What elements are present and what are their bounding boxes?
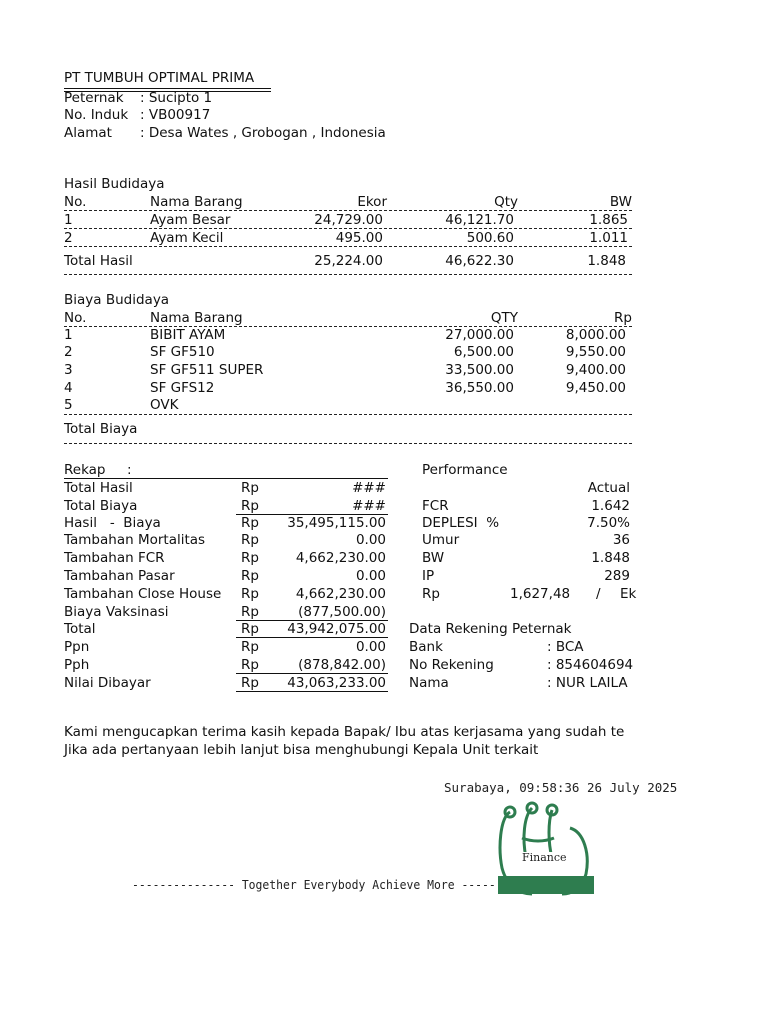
hasil-total-qty: 46,622.30 <box>445 253 514 269</box>
rekap-value: 4,662,230.00 <box>295 550 386 566</box>
performance-title: Performance <box>422 462 508 478</box>
hasil-row-no: 1 <box>64 212 73 228</box>
perf-rp-unit: Ek <box>620 586 637 602</box>
rekap-label: Total Biaya <box>64 498 138 514</box>
rekap-underline <box>236 673 388 674</box>
rekap-label: Total Hasil <box>64 480 133 496</box>
place-date: Surabaya, 09:58:36 26 July 2025 <box>444 780 678 795</box>
perf-rp-sep: / <box>596 586 601 602</box>
perf-label: IP <box>422 568 435 584</box>
bank-value: : BCA <box>547 639 584 655</box>
rekap-value: (878,842.00) <box>298 657 386 673</box>
rekap-label: Ppn <box>64 639 90 655</box>
rekap-label: Tambahan FCR <box>64 550 165 566</box>
rekap-value: (877,500.00) <box>298 604 386 620</box>
company-name: PT TUMBUH OPTIMAL PRIMA <box>64 70 255 86</box>
rekap-top-line <box>64 478 388 479</box>
chicken-logo-icon <box>492 798 598 898</box>
rekap-currency: Rp <box>241 550 259 566</box>
rekap-currency: Rp <box>241 498 259 514</box>
biaya-total-label: Total Biaya <box>64 421 138 437</box>
hasil-row-bw: 1.011 <box>589 230 628 246</box>
biaya-title: Biaya Budidaya <box>64 292 170 308</box>
rekap-underline <box>236 637 388 638</box>
peternak-value: : Sucipto 1 <box>140 90 213 106</box>
alamat-value: : Desa Wates , Grobogan , Indonesia <box>140 125 386 141</box>
biaya-row-nama: OVK <box>150 397 179 413</box>
rekap-currency: Rp <box>241 532 259 548</box>
perf-label: DEPLESI % <box>422 515 500 531</box>
rekap-title: Rekap : <box>64 462 132 478</box>
hasil-row-ekor: 24,729.00 <box>314 212 383 228</box>
hasil-row-no: 2 <box>64 230 73 246</box>
biaya-row-qty: 6,500.00 <box>453 344 514 360</box>
rekap-currency: Rp <box>241 639 259 655</box>
rekap-currency: Rp <box>241 604 259 620</box>
divider <box>64 414 632 415</box>
perf-label: FCR <box>422 498 449 514</box>
tagline: --------------- Together Everybody Achieve More ----- <box>132 878 496 892</box>
biaya-row-nama: SF GFS12 <box>150 380 215 396</box>
biaya-row-no: 1 <box>64 327 73 343</box>
hasil-total-ekor: 25,224.00 <box>314 253 383 269</box>
rekap-label: Tambahan Close House <box>64 586 222 602</box>
biaya-row-qty: 36,550.00 <box>445 380 514 396</box>
biaya-row-no: 5 <box>64 397 73 413</box>
divider <box>64 274 632 275</box>
nama-label: Nama <box>409 675 449 691</box>
rekap-currency: Rp <box>241 586 259 602</box>
rekap-currency: Rp <box>241 675 259 691</box>
hasil-total-label: Total Hasil <box>64 253 133 269</box>
biaya-row-no: 2 <box>64 344 73 360</box>
biaya-col-rp: Rp <box>614 310 632 326</box>
rekap-label: Tambahan Mortalitas <box>64 532 206 548</box>
hasil-row-bw: 1.865 <box>589 212 628 228</box>
biaya-row-nama: SF GF510 <box>150 344 215 360</box>
bank-label: Bank <box>409 639 443 655</box>
rekap-underline <box>236 620 388 621</box>
hasil-title: Hasil Budidaya <box>64 176 165 192</box>
rekap-label: Nilai Dibayar <box>64 675 151 691</box>
finance-stamp <box>492 798 598 898</box>
perf-value: 289 <box>604 568 630 584</box>
performance-actual-label: Actual <box>587 480 630 496</box>
biaya-row-rp: 9,450.00 <box>565 380 626 396</box>
perf-value: 7.50% <box>587 515 630 531</box>
hasil-row-ekor: 495.00 <box>335 230 383 246</box>
perf-value: 36 <box>612 532 630 548</box>
biaya-row-rp: 9,550.00 <box>565 344 626 360</box>
rekap-value: 35,495,115.00 <box>287 515 386 531</box>
peternak-label: Peternak <box>64 90 124 106</box>
rekap-value: 0.00 <box>355 639 386 655</box>
rekap-value: 43,063,233.00 <box>287 675 386 691</box>
hasil-col-no: No. <box>64 194 87 210</box>
perf-label: Umur <box>422 532 460 548</box>
rekening-title: Data Rekening Peternak <box>409 621 572 637</box>
biaya-col-nama: Nama Barang <box>150 310 243 326</box>
rekap-value: 0.00 <box>355 532 386 548</box>
biaya-row-no: 4 <box>64 380 73 396</box>
biaya-row-rp: 8,000.00 <box>565 327 626 343</box>
thanks-line: Kami mengucapkan terima kasih kepada Bapak/ Ibu atas kerjasama yang sudah te <box>64 724 625 740</box>
perf-value: 1.642 <box>591 498 630 514</box>
nama-value: : NUR LAILA <box>547 675 628 691</box>
perf-rp-label: Rp <box>422 586 440 602</box>
hasil-col-qty: Qty <box>494 194 518 210</box>
divider <box>64 443 632 444</box>
biaya-col-no: No. <box>64 310 87 326</box>
hasil-col-nama: Nama Barang <box>150 194 243 210</box>
rekap-value: 43,942,075.00 <box>287 621 386 637</box>
hasil-row-nama: Ayam Kecil <box>150 230 224 246</box>
hasil-row-nama: Ayam Besar <box>150 212 231 228</box>
rekap-currency: Rp <box>241 657 259 673</box>
hasil-col-bw: BW <box>609 194 632 210</box>
rekap-underline <box>236 514 388 515</box>
induk-value: : VB00917 <box>140 107 211 123</box>
divider <box>64 228 632 229</box>
rekap-underline <box>236 691 388 692</box>
rekap-currency: Rp <box>241 480 259 496</box>
company-underline <box>64 88 271 89</box>
perf-value: 1.848 <box>591 550 630 566</box>
contact-line: Jika ada pertanyaan lebih lanjut bisa menghubungi Kepala Unit terkait <box>64 742 539 758</box>
alamat-label: Alamat <box>64 125 112 141</box>
rekap-currency: Rp <box>241 515 259 531</box>
rekap-value: 4,662,230.00 <box>295 586 386 602</box>
hasil-row-qty: 46,121.70 <box>445 212 514 228</box>
biaya-row-nama: SF GF511 SUPER <box>150 362 264 378</box>
rekap-value: ### <box>352 480 386 496</box>
rekap-label: Hasil - Biaya <box>64 515 161 531</box>
rekap-label: Tambahan Pasar <box>64 568 175 584</box>
biaya-row-nama: BIBIT AYAM <box>150 327 226 343</box>
rekap-label: Total <box>64 621 96 637</box>
rekap-currency: Rp <box>241 621 259 637</box>
biaya-row-rp: 9,400.00 <box>565 362 626 378</box>
biaya-row-qty: 33,500.00 <box>445 362 514 378</box>
perf-label: BW <box>422 550 445 566</box>
rekap-currency: Rp <box>241 568 259 584</box>
rekap-value: 0.00 <box>355 568 386 584</box>
hasil-row-qty: 500.60 <box>466 230 514 246</box>
hasil-col-ekor: Ekor <box>357 194 387 210</box>
biaya-row-qty: 27,000.00 <box>445 327 514 343</box>
divider <box>64 210 632 211</box>
norek-value: : 854604694 <box>547 657 634 673</box>
rekap-label: Biaya Vaksinasi <box>64 604 169 620</box>
biaya-col-qty: QTY <box>490 310 518 326</box>
biaya-row-no: 3 <box>64 362 73 378</box>
norek-label: No Rekening <box>409 657 494 673</box>
hasil-total-bw: 1.848 <box>587 253 626 269</box>
perf-rp-value: 1,627,48 <box>510 586 571 602</box>
divider <box>64 246 632 247</box>
induk-label: No. Induk <box>64 107 129 123</box>
rekap-value: ### <box>352 498 386 514</box>
stamp-text: Finance <box>522 851 567 864</box>
rekap-label: Pph <box>64 657 90 673</box>
